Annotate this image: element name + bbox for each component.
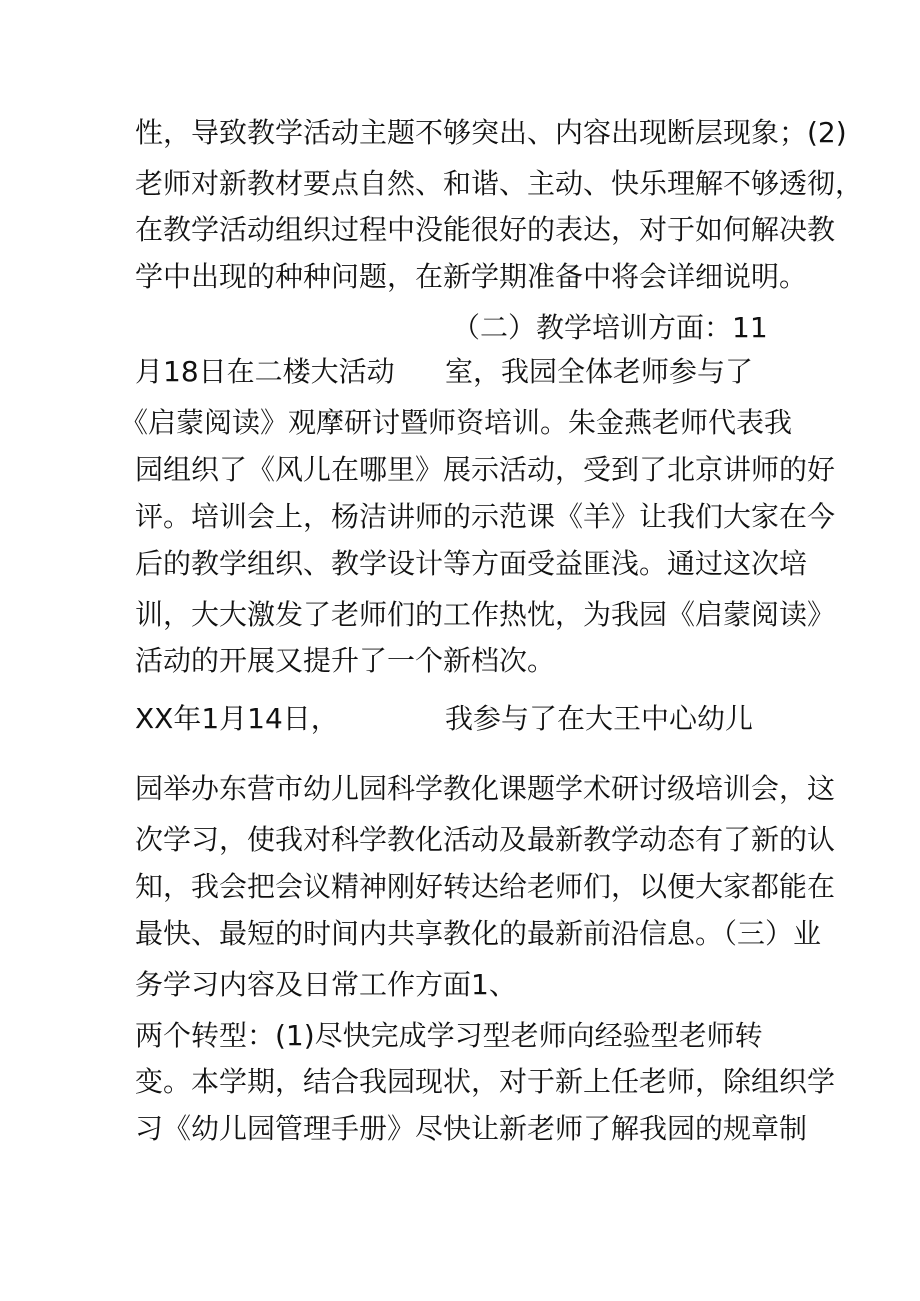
text-line-19: 两个转型：(1)尽快完成学习型老师向经验型老师转	[135, 1019, 763, 1052]
text-line-18: 务学习内容及日常工作方面1、	[135, 968, 517, 1001]
text-line-8: 园组织了《风儿在哪里》展示活动，受到了北京讲师的好	[135, 453, 836, 486]
text-line-4: 学中出现的种种问题，在新学期准备中将会详细说明。	[135, 260, 808, 293]
text-line-20: 变。本学期，结合我园现状，对于新上任老师，除组织学	[135, 1065, 836, 1098]
text-line-9: 评。培训会上，杨洁讲师的示范课《羊》让我们大家在今	[135, 500, 836, 533]
text-line-11: 训，大大激发了老师们的工作热忱，为我园《启蒙阅读》	[135, 598, 836, 631]
text-line-14: 园举办东营市幼儿园科学教化课题学术研讨级培训会，这	[135, 772, 836, 805]
text-line-21: 习《幼儿园管理手册》尽快让新老师了解我园的规章制	[135, 1112, 808, 1145]
text-line-10: 后的教学组织、教学设计等方面受益匪浅。通过这次培	[135, 547, 808, 580]
text-line-17: 最快、最短的时间内共享教化的最新前沿信息。（三）业	[135, 917, 822, 950]
text-line-13b: 我参与了在大王中心幼儿	[445, 702, 754, 735]
text-line-7: 《启蒙阅读》观摩研讨暨师资培训。朱金燕老师代表我	[120, 406, 793, 439]
text-line-12: 活动的开展又提升了一个新档次。	[135, 644, 556, 677]
text-line-3: 在教学活动组织过程中没能很好的表达，对于如何解决教	[135, 213, 836, 246]
text-line-6b: 室，我园全体老师参与了	[445, 355, 754, 388]
text-line-16: 知，我会把会议精神刚好转达给老师们，以便大家都能在	[135, 870, 836, 903]
date-line: XX年1月14日，	[135, 702, 339, 735]
section-heading-teaching-training: （二）教学培训方面：11	[452, 311, 768, 344]
text-line-15: 次学习，使我对科学教化活动及最新教学动态有了新的认	[135, 823, 836, 856]
text-line-6a: 月18日在二楼大活动	[135, 355, 395, 388]
text-line-1: 性，导致教学活动主题不够突出、内容出现断层现象；(2)	[135, 116, 847, 149]
text-line-2: 老师对新教材要点自然、和谐、主动、快乐理解不够透彻，	[135, 167, 864, 200]
